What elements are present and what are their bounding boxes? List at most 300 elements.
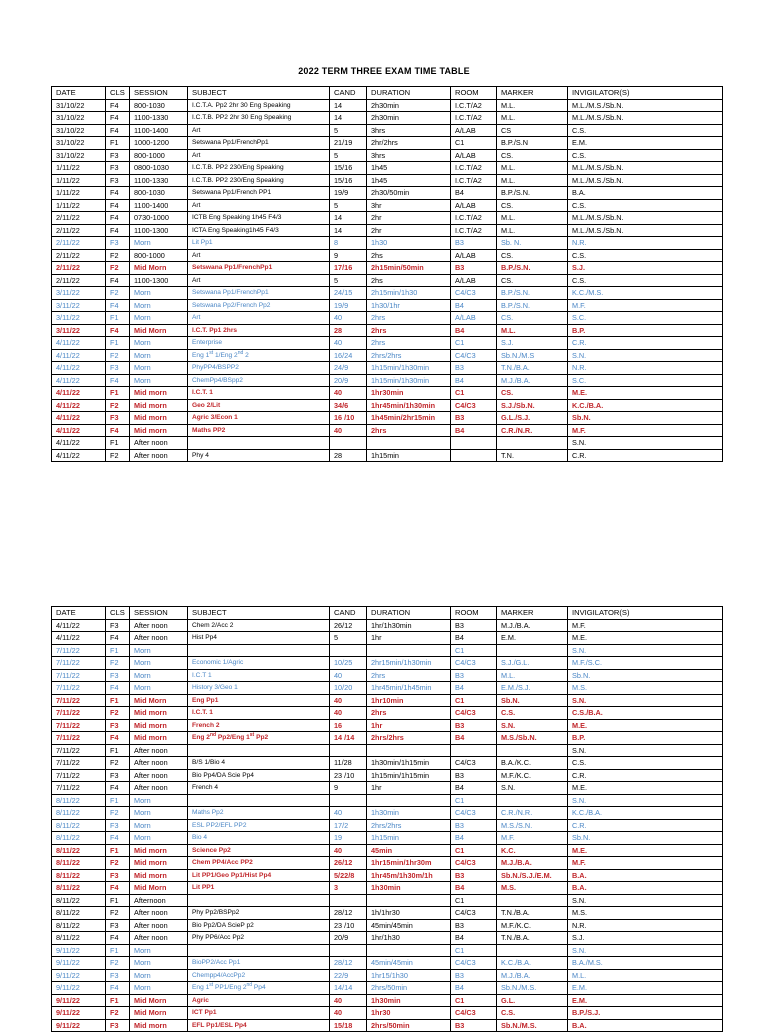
cell-candidates: 5 [330,124,367,137]
cell-invigilators: S.N. [568,794,723,807]
cell-invigilators: S.N. [568,894,723,907]
cell-room: B4 [451,324,497,337]
cell-duration: 1h15min [367,449,451,462]
cell-room: B4 [451,882,497,895]
cell-invigilators: Sb.N. [568,412,723,425]
cell-room: C4/C3 [451,957,497,970]
table-row [52,1019,723,1032]
cell-candidates: 40 [330,387,367,400]
cell-marker: CS. [497,199,568,212]
cell-date: 7/11/22 [52,707,106,720]
cell-session: Mid morn [130,857,188,870]
cell-invigilators: S.N. [568,944,723,957]
cell-class: F3 [106,619,130,632]
table-row [52,944,723,957]
column-header-subject: SUBJECT [188,87,330,100]
cell-subject [188,944,330,957]
cell-class: F4 [106,324,130,337]
cell-duration: 2hrs/2hrs [367,349,451,362]
cell-marker: B.A./K.C. [497,757,568,770]
cell-date: 2/11/22 [52,224,106,237]
cell-subject: Art [188,274,330,287]
cell-subject: ICT Pp1 [188,1007,330,1020]
cell-room: C4/C3 [451,707,497,720]
cell-marker: M.J./B.A. [497,857,568,870]
cell-invigilators: S.N. [568,349,723,362]
cell-invigilators: Sb.N. [568,832,723,845]
cell-invigilators: M.L./M.S./Sb.N. [568,212,723,225]
cell-invigilators: K.C./M.S. [568,287,723,300]
cell-date: 4/11/22 [52,387,106,400]
cell-invigilators: K.C./B.A. [568,807,723,820]
table-header-row [52,87,723,100]
cell-room: B3 [451,669,497,682]
cell-date: 8/11/22 [52,857,106,870]
cell-subject: Phy Pp2/BSPp2 [188,907,330,920]
cell-room: A/LAB [451,149,497,162]
cell-room: B4 [451,299,497,312]
cell-invigilators: E.M. [568,982,723,995]
cell-candidates: 14 [330,224,367,237]
table-header-row [52,607,723,620]
cell-duration: 1hr/1h30min [367,619,451,632]
cell-subject: Hist Pp4 [188,632,330,645]
cell-class: F4 [106,299,130,312]
cell-candidates: 24/15 [330,287,367,300]
cell-duration [367,644,451,657]
cell-class: F4 [106,374,130,387]
cell-invigilators: M.E. [568,632,723,645]
cell-invigilators: B.P./S.J. [568,1007,723,1020]
cell-marker: Sb.N./M.S. [497,1019,568,1032]
cell-candidates: 26/12 [330,857,367,870]
cell-room: C4/C3 [451,399,497,412]
cell-marker: Sb.N. [497,694,568,707]
cell-date: 1/11/22 [52,162,106,175]
cell-session: Mid morn [130,844,188,857]
cell-session: After noon [130,437,188,450]
cell-candidates: 23 /10 [330,919,367,932]
cell-session: Mid morn [130,1019,188,1032]
cell-room: B3 [451,1019,497,1032]
cell-room: B4 [451,832,497,845]
cell-marker: E.M. [497,632,568,645]
cell-date: 1/11/22 [52,174,106,187]
cell-room: B3 [451,237,497,250]
cell-session: 1100-1330 [130,174,188,187]
cell-subject: Setswana Pp1/FrenchPp1 [188,262,330,275]
table-row [52,374,723,387]
cell-room: B3 [451,262,497,275]
cell-invigilators: S.J. [568,932,723,945]
cell-room: B4 [451,682,497,695]
cell-session: After noon [130,932,188,945]
cell-invigilators: S.N. [568,744,723,757]
cell-subject: History 3/Geo 1 [188,682,330,695]
cell-marker [497,944,568,957]
cell-date: 8/11/22 [52,819,106,832]
cell-session: Morn [130,957,188,970]
cell-duration: 1hr30min [367,387,451,400]
cell-session: 800-1000 [130,149,188,162]
cell-subject: Economic 1/Agric [188,657,330,670]
cell-room: C4/C3 [451,349,497,362]
cell-session: Morn [130,312,188,325]
cell-candidates: 40 [330,807,367,820]
cell-room: A/LAB [451,312,497,325]
cell-duration: 2hrs [367,707,451,720]
cell-invigilators: S.N. [568,644,723,657]
cell-room [451,449,497,462]
cell-candidates: 10/20 [330,682,367,695]
cell-session: Morn [130,299,188,312]
cell-room: C4/C3 [451,657,497,670]
cell-class: F1 [106,337,130,350]
cell-subject: I.C.T.A. Pp2 2hr 30 Eng Speaking [188,99,330,112]
cell-candidates: 40 [330,694,367,707]
cell-invigilators: C.R. [568,769,723,782]
cell-subject: BioPP2/Acc Pp1 [188,957,330,970]
cell-subject [188,644,330,657]
cell-candidates: 40 [330,994,367,1007]
cell-candidates: 34/6 [330,399,367,412]
cell-class: F3 [106,1019,130,1032]
cell-room: I.C.T/A2 [451,162,497,175]
cell-session: After noon [130,782,188,795]
cell-class: F3 [106,869,130,882]
cell-subject: Lit PP1/Geo Pp1/Hist Pp4 [188,869,330,882]
cell-subject: Maths Pp2 [188,807,330,820]
cell-session: 1000-1200 [130,137,188,150]
cell-marker: M.L. [497,669,568,682]
cell-room: C1 [451,894,497,907]
cell-duration: 1h30/1hr [367,299,451,312]
cell-class: F1 [106,744,130,757]
cell-class: F4 [106,832,130,845]
cell-class: F4 [106,932,130,945]
cell-duration: 1h30min [367,882,451,895]
cell-marker: T.N. [497,449,568,462]
cell-date: 1/11/22 [52,199,106,212]
cell-session: 0730-1000 [130,212,188,225]
cell-candidates: 14 [330,99,367,112]
cell-subject: Agric [188,994,330,1007]
table-row [52,969,723,982]
cell-class: F2 [106,657,130,670]
cell-marker: Sb.N./S.J./E.M. [497,869,568,882]
cell-duration: 2hrs [367,312,451,325]
cell-subject: Art [188,312,330,325]
cell-candidates: 16 [330,719,367,732]
cell-candidates: 5 [330,199,367,212]
cell-class: F1 [106,944,130,957]
cell-marker: B.P./S.N. [497,299,568,312]
cell-invigilators: S.J. [568,262,723,275]
cell-room: C1 [451,387,497,400]
column-header-class: CLS [106,607,130,620]
column-header-subject: SUBJECT [188,607,330,620]
cell-subject: Geo 2/Lit [188,399,330,412]
cell-date: 4/11/22 [52,412,106,425]
cell-class: F1 [106,894,130,907]
cell-session: Morn [130,657,188,670]
cell-marker: M.F./K.C. [497,919,568,932]
cell-invigilators: C.S. [568,274,723,287]
cell-candidates [330,794,367,807]
cell-subject: Enterprise [188,337,330,350]
cell-session: Morn [130,669,188,682]
table-row [52,224,723,237]
cell-class: F2 [106,449,130,462]
cell-room: C4/C3 [451,907,497,920]
cell-duration: 2hrs/50min [367,982,451,995]
cell-candidates: 23 /10 [330,769,367,782]
cell-invigilators: B.A. [568,1019,723,1032]
table-row [52,682,723,695]
table-row [52,982,723,995]
cell-subject: ChemPp4/BSpp2 [188,374,330,387]
cell-date: 9/11/22 [52,982,106,995]
cell-marker: B.P./S.N [497,137,568,150]
cell-class: F3 [106,174,130,187]
cell-room: B4 [451,982,497,995]
cell-class: F1 [106,794,130,807]
table-row [52,349,723,362]
cell-marker: C.R./N.R. [497,424,568,437]
cell-marker: C.S. [497,1007,568,1020]
cell-session: 1100-1400 [130,124,188,137]
column-header-duration: DURATION [367,87,451,100]
cell-room: B3 [451,769,497,782]
cell-class: F2 [106,349,130,362]
cell-invigilators: N.R. [568,237,723,250]
cell-class: F4 [106,212,130,225]
cell-class: F3 [106,149,130,162]
cell-subject: I.C.T.B. PP2 230/Eng Speaking [188,174,330,187]
cell-date: 31/10/22 [52,149,106,162]
cell-room: B4 [451,632,497,645]
cell-room: C1 [451,644,497,657]
cell-class: F1 [106,437,130,450]
cell-duration: 1h15min [367,832,451,845]
table-row [52,907,723,920]
cell-room: C4/C3 [451,757,497,770]
table-row [52,707,723,720]
cell-subject: ICTA Eng Speaking1h45 F4/3 [188,224,330,237]
cell-date: 2/11/22 [52,237,106,250]
cell-room: B3 [451,412,497,425]
table-row [52,869,723,882]
cell-candidates: 8 [330,237,367,250]
cell-subject: I.C.T.B. PP2 2hr 30 Eng Speaking [188,112,330,125]
cell-duration: 45min [367,844,451,857]
cell-room: I.C.T/A2 [451,112,497,125]
cell-session: Mid Morn [130,882,188,895]
cell-duration: 1hr [367,719,451,732]
cell-candidates: 9 [330,782,367,795]
table-row [52,324,723,337]
cell-class: F3 [106,669,130,682]
cell-subject: Eng 1st 1/Eng 2nd 2 [188,349,330,362]
cell-invigilators: M.F. [568,857,723,870]
table-row [52,657,723,670]
cell-duration [367,944,451,957]
cell-duration [367,437,451,450]
cell-session: Mid Morn [130,1007,188,1020]
cell-session: After noon [130,449,188,462]
table-row [52,732,723,745]
column-header-date: DATE [52,87,106,100]
cell-marker: Sb.N./M.S. [497,982,568,995]
cell-class: F3 [106,769,130,782]
cell-subject: I.C.T. 1 [188,707,330,720]
cell-marker: M.L. [497,99,568,112]
cell-session: Mid morn [130,387,188,400]
cell-class: F4 [106,782,130,795]
cell-class: F2 [106,807,130,820]
cell-invigilators: M.L. [568,969,723,982]
table-row [52,237,723,250]
cell-subject: Chempp4/AccPp2 [188,969,330,982]
cell-subject: EFL Pp1/ESL Pp4 [188,1019,330,1032]
cell-room: A/LAB [451,274,497,287]
cell-class: F2 [106,249,130,262]
cell-candidates: 40 [330,312,367,325]
cell-session: Mid morn [130,424,188,437]
table-row [52,769,723,782]
cell-room: C1 [451,694,497,707]
cell-session: Morn [130,944,188,957]
cell-marker: S.N. [497,782,568,795]
cell-invigilators: M.E. [568,782,723,795]
cell-class: F2 [106,957,130,970]
cell-date: 9/11/22 [52,944,106,957]
cell-duration: 1hr [367,782,451,795]
cell-invigilators: M.F./S.C. [568,657,723,670]
table-row [52,287,723,300]
cell-candidates: 20/9 [330,374,367,387]
cell-invigilators: C.S. [568,249,723,262]
cell-session: Mid morn [130,412,188,425]
cell-class: F4 [106,199,130,212]
cell-duration: 1h30min [367,994,451,1007]
cell-session: Morn [130,969,188,982]
cell-session: Mid Morn [130,694,188,707]
cell-marker: M.L. [497,212,568,225]
cell-duration: 1hr45min/1h30min [367,399,451,412]
cell-candidates: 14 [330,112,367,125]
cell-invigilators: B.P. [568,324,723,337]
cell-marker: M.L. [497,162,568,175]
table-row [52,1007,723,1020]
table-body [52,619,723,1032]
cell-subject: I.C.T 1 [188,669,330,682]
cell-class: F2 [106,707,130,720]
cell-session: Mid morn [130,707,188,720]
cell-invigilators: M.F. [568,299,723,312]
cell-subject: Setswana Pp1/French PP1 [188,187,330,200]
cell-marker: G.L./S.J. [497,412,568,425]
cell-class: F2 [106,1007,130,1020]
cell-class: F4 [106,187,130,200]
cell-invigilators: E.M. [568,994,723,1007]
cell-marker: M.L. [497,112,568,125]
cell-marker: K.C. [497,844,568,857]
cell-duration: 2hrs/2hrs [367,732,451,745]
cell-marker: B.P./S.N. [497,187,568,200]
table-row [52,387,723,400]
cell-date: 31/10/22 [52,112,106,125]
cell-date: 8/11/22 [52,794,106,807]
cell-class: F1 [106,387,130,400]
cell-marker: M.J./B.A. [497,619,568,632]
cell-session: 0800-1030 [130,162,188,175]
cell-candidates [330,894,367,907]
cell-date: 9/11/22 [52,1007,106,1020]
cell-marker: M.S./S.N. [497,819,568,832]
cell-invigilators: S.C. [568,374,723,387]
cell-date: 7/11/22 [52,782,106,795]
cell-session: Morn [130,832,188,845]
cell-room: C4/C3 [451,857,497,870]
cell-duration: 2hr [367,224,451,237]
table-row [52,694,723,707]
cell-marker: B.P./S.N. [497,287,568,300]
column-header-candidates: CAND [330,87,367,100]
cell-date: 4/11/22 [52,632,106,645]
table-row [52,124,723,137]
cell-class: F2 [106,907,130,920]
cell-date: 2/11/22 [52,262,106,275]
column-header-room: ROOM [451,607,497,620]
cell-session: After noon [130,769,188,782]
cell-date: 9/11/22 [52,994,106,1007]
cell-duration: 1h15min/1h30min [367,374,451,387]
table-row [52,162,723,175]
cell-room: B3 [451,819,497,832]
cell-duration: 2h30min [367,99,451,112]
cell-room: C1 [451,337,497,350]
cell-session: After noon [130,757,188,770]
cell-session: 800-1000 [130,249,188,262]
cell-subject [188,794,330,807]
cell-duration: 45min/45min [367,957,451,970]
cell-session: Mid morn [130,719,188,732]
cell-duration: 1h15min/1h15min [367,769,451,782]
cell-room: I.C.T/A2 [451,212,497,225]
cell-class: F1 [106,644,130,657]
cell-candidates: 9 [330,249,367,262]
cell-date: 31/10/22 [52,124,106,137]
cell-invigilators: C.S./B.A. [568,707,723,720]
cell-candidates: 40 [330,669,367,682]
cell-duration: 2hs [367,249,451,262]
cell-session: Morn [130,794,188,807]
cell-session: After noon [130,619,188,632]
table-row [52,174,723,187]
cell-date: 4/11/22 [52,374,106,387]
cell-duration: 1h45 [367,174,451,187]
cell-marker: M.F. [497,832,568,845]
cell-class: F4 [106,99,130,112]
cell-date: 4/11/22 [52,424,106,437]
cell-subject: Eng Pp1 [188,694,330,707]
cell-room: B3 [451,719,497,732]
cell-marker: Sb. N. [497,237,568,250]
cell-subject: Bio 4 [188,832,330,845]
cell-duration: 2hrs/2hrs [367,819,451,832]
cell-invigilators: B.A. [568,869,723,882]
